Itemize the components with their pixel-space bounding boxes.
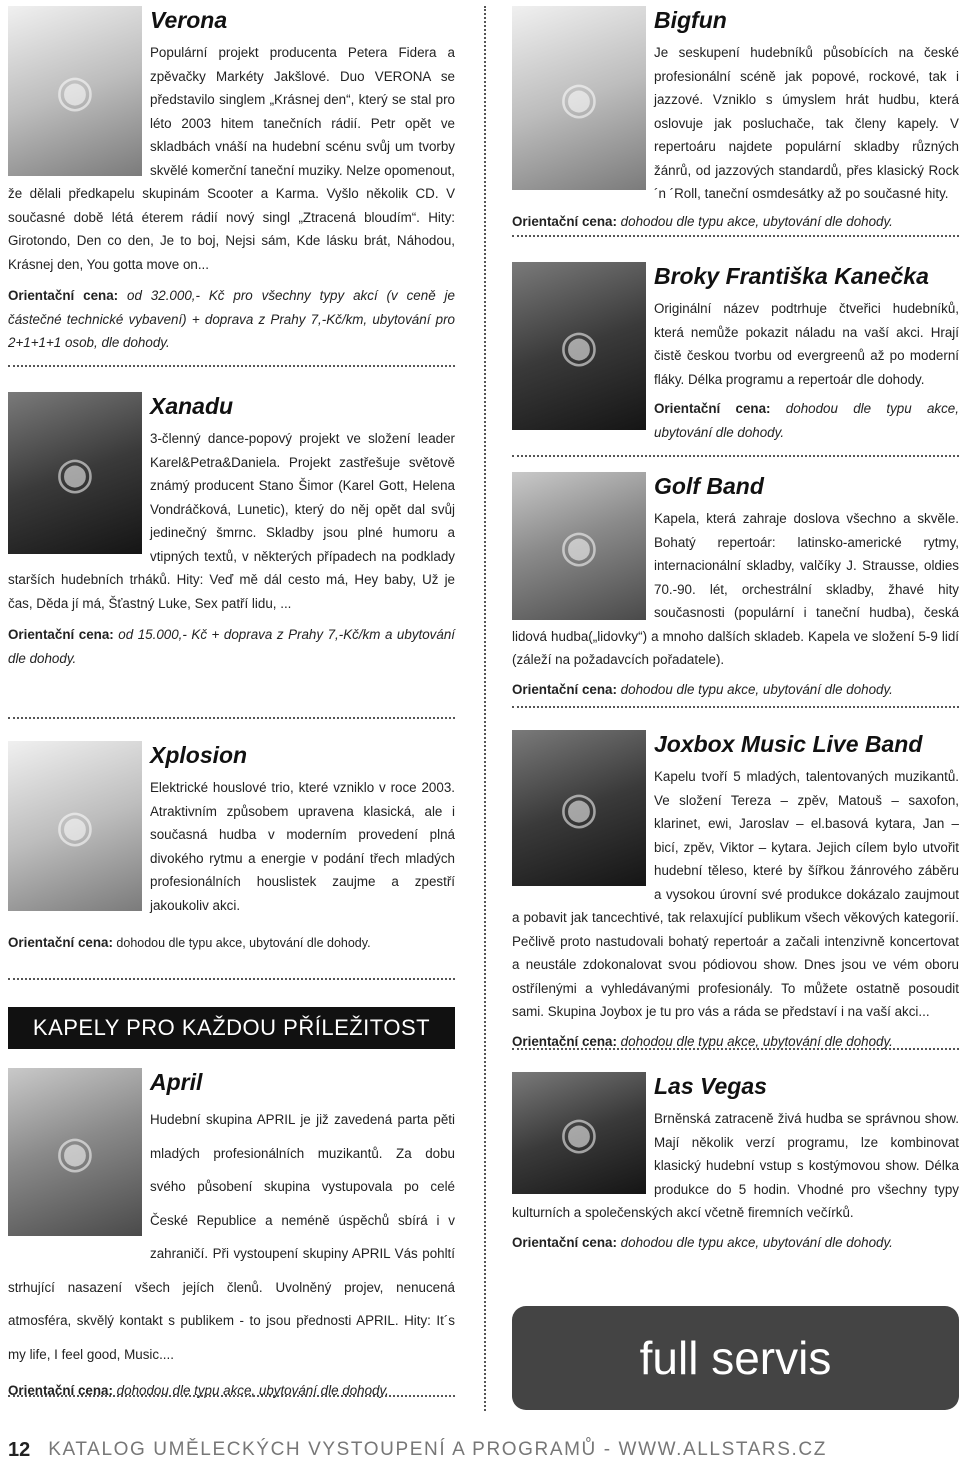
- photo-icon: ◉: [559, 320, 599, 372]
- band-title: Xanadu: [150, 393, 234, 419]
- band-photo: [8, 1068, 142, 1236]
- band-description: Je seskupení hudebníků působících na české profesionální scéně jak popové, rockové, tak i jazzové. Vzniklo s úmyslem hrát hudbu, která oslovuje jak posluchače, tak členy kapely. V repertoáru najdete populární skladby různých žánrů, od jazzových standardů, přes klasický Rock ´n ´Roll, taneční osmdesátky až po současné hity.: [654, 45, 959, 202]
- band-title: Broky Františka Kanečka: [654, 263, 929, 289]
- band-description: Elektrické houslové trio, které vzniklo v roce 2003. Atraktivním způsobem upravena klasická, ale i současná hudba v moderním provedení plná divokého rytmu a energie v podání třech mladých profesionálních houslistek zaujme a zpestří jakoukoliv akci.: [150, 780, 455, 913]
- band-price: Orientační cena: od 32.000,- Kč pro všechny typy akcí (v ceně je částečné technické vybavení) + doprava z Prahy 7,-Kč/km, ubytování pro 2+1+1+1 osob, dle dohody.: [8, 288, 455, 351]
- photo-icon: ◉: [55, 800, 95, 852]
- band-photo: [512, 1072, 646, 1194]
- band-verona: [8, 6, 455, 355]
- band-bigfun: [512, 6, 959, 233]
- band-photo: [8, 741, 142, 911]
- band-xanadu: [8, 392, 455, 670]
- band-price: Orientační cena: dohodou dle typu akce, ubytování dle dohody.: [654, 401, 959, 440]
- photo-icon: ◉: [559, 1107, 599, 1159]
- band-price: Orientační cena: dohodou dle typu akce, ubytování dle dohody.: [8, 935, 371, 951]
- band-title: Bigfun: [654, 7, 727, 33]
- full-servis-badge: full servis: [512, 1306, 959, 1410]
- band-description: Populární projekt producenta Petera Fidera a zpěvačky Markéty Jakšlové. Duo VERONA se představilo singlem „Krásnej den“, který se stal pro léto 2003 hitem tanečních rádií. Petr opět ve skladbách vnáší na hudební scénu svůj um tvorby skvělé komerční taneční muziky. Nelze opomenout, že dělali předkapelu skupinám Scooter a Karma. Vyšlo několik CD. V současné době létá éterem rádií nový singl „Ztracená bloudím“. Hity: Girotondo, Den co den, Je to boj, Nejsi sám, Kde lásku brát, Náhodou, Krásnej den, You gotta move on...: [8, 45, 455, 272]
- photo-icon: ◉: [55, 447, 95, 499]
- band-golf: [512, 472, 959, 701]
- band-photo: [512, 262, 646, 430]
- section-divider: [512, 706, 959, 708]
- band-price: Orientační cena: dohodou dle typu akce, ubytování dle dohody.: [512, 1033, 893, 1049]
- band-photo: [8, 6, 142, 176]
- band-photo: [512, 730, 646, 886]
- page-number: 12: [8, 1438, 31, 1461]
- band-description: Originální název podtrhuje čtveřici hudebníků, která nemůže pokazit náladu na vaší akci. Hrají čistě českou tvorbu od evergreenů až po moderní fláky. Délka programu a repertoár dle dohody.: [654, 301, 959, 387]
- band-title: Golf Band: [654, 473, 764, 499]
- band-price: Orientační cena: dohodou dle typu akce, ubytování dle dohody.: [512, 1234, 893, 1250]
- band-price: Orientační cena: dohodou dle typu akce, ubytování dle dohody.: [512, 213, 893, 229]
- page-footer: [8, 1438, 958, 1462]
- band-description: Brněnská zatraceně živá hudba se správnou show. Mají několik verzí programu, lze kombinovat klasický hudební vstup s kostýmovou show. Délka produkce do 5 hodin. Vhodné pro všechny typy kulturních a společenských akcí včetně firemních večírků.: [512, 1111, 959, 1221]
- band-broky: [512, 262, 959, 444]
- band-price: Orientační cena: dohodou dle typu akce, ubytování dle dohody.: [8, 1383, 389, 1399]
- band-title: April: [150, 1069, 203, 1095]
- band-description: Kapela, která zahraje doslova všechno a skvěle. Bohatý repertoár: latinsko-americké rytmy, internacionální skladby, valčíky J. Strausse, oldies 70.-90. lét, orchestrální skladby, žhavé hity současnosti (populární i taneční hudba), česká lidová hudba(„lidovky“) a mnoho dalších skladeb. Kapela ve složení 5-9 lidí (záleží na požadavcích pořadatele).: [512, 511, 959, 668]
- band-xplosion: [8, 741, 455, 956]
- band-photo: [512, 472, 646, 620]
- footer-text: KATALOG UMĚLECKÝCH VYSTOUPENÍ A PROGRAMŮ - WWW.ALLSTARS.CZ: [48, 1439, 827, 1460]
- section-divider: [512, 455, 959, 457]
- band-description: 3-členný dance-popový projekt ve složení leader Karel&Petra&Daniela. Projekt zastřešuje světově známý producent Stano Šimor (Karel Gott, Helena Vondráčková, Lunetic), který do něj opět dal svůj jedinečný šmrnc. Skladby jsou plné humoru a vtipných textů, v některých případech na podklady starších hudebních trháků. Hity: Veď mě dál cesto má, Hey baby, Už je čas, Děda jí má, Šťastný Luke, Sex patří lidu, ...: [8, 431, 455, 611]
- band-photo: [8, 392, 142, 554]
- section-banner: KAPELY PRO KAŽDOU PŘÍLEŽITOST: [8, 1007, 455, 1049]
- section-divider: [8, 717, 455, 719]
- band-price: Orientační cena: dohodou dle typu akce, ubytování dle dohody.: [512, 681, 893, 697]
- band-title: Joxbox Music Live Band: [654, 731, 923, 757]
- band-april: [8, 1068, 455, 1403]
- section-divider: [8, 978, 455, 980]
- photo-icon: ◉: [559, 782, 599, 834]
- band-title: Xplosion: [150, 742, 248, 768]
- band-las-vegas: [512, 1072, 959, 1254]
- band-price: Orientační cena: od 15.000,- Kč + doprava z Prahy 7,-Kč/km a ubytování dle dohody.: [8, 627, 455, 666]
- photo-icon: ◉: [559, 72, 599, 124]
- section-divider: [8, 365, 455, 367]
- column-divider: [484, 6, 486, 1411]
- band-title: Verona: [150, 7, 228, 33]
- photo-icon: ◉: [559, 520, 599, 572]
- section-divider: [512, 1048, 959, 1050]
- band-joxbox: [512, 730, 959, 1053]
- band-title: Las Vegas: [654, 1073, 767, 1099]
- band-photo: [512, 6, 646, 190]
- band-description: Kapelu tvoří 5 mladých, talentovaných muzikantů. Ve složení Tereza – zpěv, Matouš – saxofon, klarinet, ewi, Jaroslav – el.basová kytara, Jan – bicí, zpěv, Viktor – kytara. Jejich cílem bylo utvořit hudební těleso, které by šířkou žánrového záběru a vysokou úrovní své produkce dokázalo zaujmout a pobavit jak tancechtivé, tak relaxující publikum všech věkových kategorií. Pečlivě proto nastudovali bohatý repertoár a začali intenzivně koncertovat a neustále zdokonalovat svou pódiovou show. Dnes jsou ve vém oboru ostřílenými a vyhledávanými profesionály. To můžete ostatně posoudit sami. Skupina Joybox je tu pro vás a ráda se představí i na vaší akci...: [512, 769, 959, 1020]
- photo-icon: ◉: [55, 65, 95, 117]
- band-description: Hudební skupina APRIL je již zavedená parta pěti mladých profesionálních muzikantů. Za dobu svého působení skupina vystupovala po celé České Republice a neméně úspěchů sbírá i v zahraničí. Při vystoupení skupiny APRIL Vás pohltí strhující nasazení všech jejích členů. Uvolněný projev, nenucená atmosféra, skvělý kontakt s publikem - to jsou přednosti APRIL. Hity: It´s my life, I feel good, Music....: [8, 1112, 455, 1362]
- section-divider: [8, 1395, 455, 1397]
- photo-icon: ◉: [55, 1126, 95, 1178]
- section-divider: [512, 235, 959, 237]
